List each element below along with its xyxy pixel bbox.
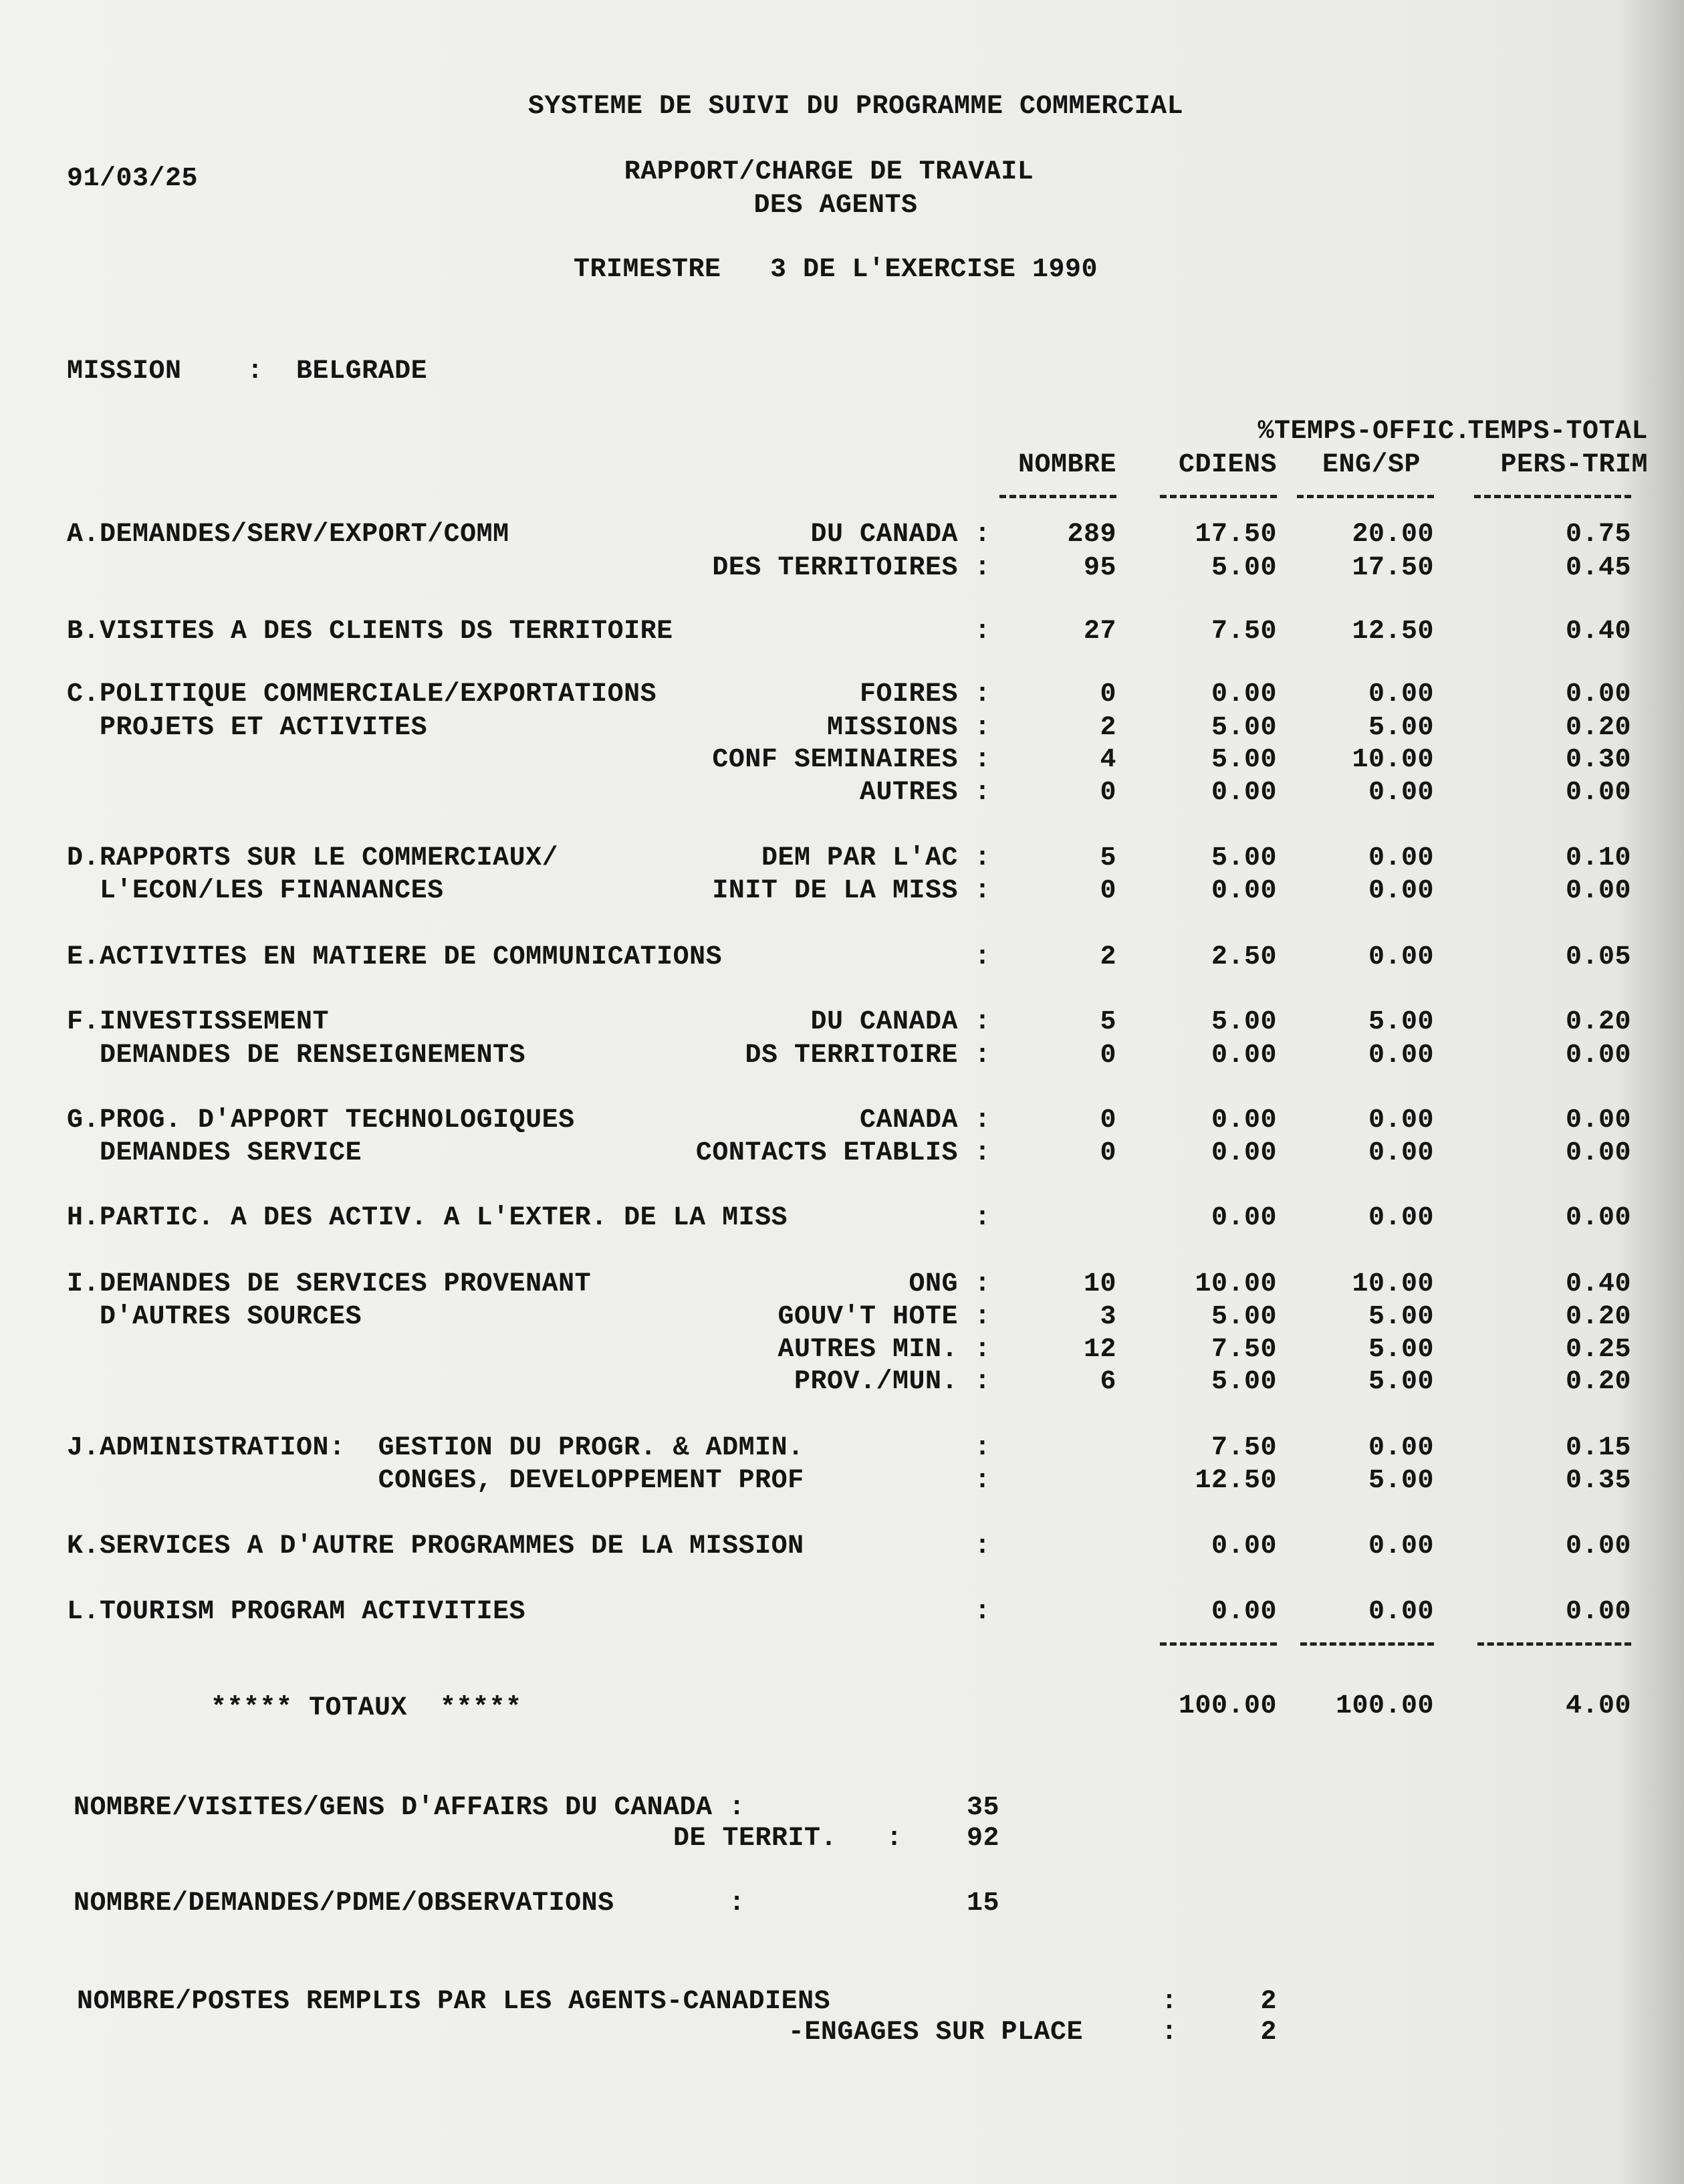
row-label: C.POLITIQUE COMMERCIALE/EXPORTATIONS [67, 679, 657, 709]
cell-pers-trim: 0.40 [1565, 617, 1631, 647]
row-sublabel: DS TERRITOIRE : [745, 1041, 991, 1071]
cell-nombre: 2 [1100, 942, 1116, 972]
cell-pers-trim: 0.00 [1565, 1041, 1631, 1071]
cell-pers-trim: 0.00 [1565, 679, 1631, 709]
row-label: L'ECON/LES FINANANCES [67, 876, 444, 906]
postes-value-canadiens: 2 [1260, 1987, 1277, 2017]
pdme-value: 15 [966, 1888, 999, 1919]
cell-engsp: 10.00 [1352, 1269, 1434, 1299]
cell-nombre: 0 [1100, 778, 1116, 808]
cell-cdiens: 7.50 [1211, 1335, 1277, 1365]
totals-pers-trim: 4.00 [1565, 1691, 1631, 1721]
group-header-temps-offic: %TEMPS-OFFIC. [1257, 417, 1471, 447]
row-sublabel: : [974, 617, 991, 647]
postes-label-canadiens: NOMBRE/POSTES REMPLIS PAR LES AGENTS-CANADIENS [77, 1987, 831, 2017]
row-label: D'AUTRES SOURCES [67, 1302, 362, 1332]
row-label: DEMANDES SERVICE [67, 1138, 362, 1168]
row-sublabel: : [974, 1531, 991, 1561]
cell-engsp: 5.00 [1368, 1007, 1434, 1037]
cell-pers-trim: 0.00 [1565, 1597, 1631, 1627]
row-label: G.PROG. D'APPORT TECHNOLOGIQUES [67, 1105, 575, 1135]
cell-cdiens: 5.00 [1211, 745, 1277, 775]
header-rule-cdiens [1160, 495, 1277, 498]
row-sublabel: AUTRES : [859, 778, 991, 808]
row-sublabel: ONG : [909, 1269, 991, 1299]
cell-cdiens: 0.00 [1211, 1105, 1277, 1135]
row-sublabel: : [974, 1597, 991, 1627]
postes-sep-sur-place: : [1161, 2017, 1178, 2048]
visites-label-territ: DE TERRIT. : [673, 1824, 903, 1854]
cell-engsp: 20.00 [1352, 520, 1434, 550]
cell-cdiens: 0.00 [1211, 778, 1277, 808]
trimestre-line: TRIMESTRE 3 DE L'EXERCISE 1990 [573, 255, 1098, 285]
row-sublabel: : [974, 1433, 991, 1463]
totals-label: ***** TOTAUX ***** [211, 1693, 522, 1723]
row-label: L.TOURISM PROGRAM ACTIVITIES [67, 1597, 526, 1627]
cell-pers-trim: 0.20 [1565, 1367, 1631, 1397]
cell-nombre: 2 [1100, 713, 1116, 743]
row-sublabel: CONTACTS ETABLIS : [695, 1138, 991, 1168]
cell-nombre: 5 [1100, 843, 1116, 873]
cell-cdiens: 12.50 [1195, 1466, 1277, 1496]
cell-engsp: 5.00 [1368, 1302, 1434, 1332]
cell-cdiens: 5.00 [1211, 1007, 1277, 1037]
cell-nombre: 0 [1100, 876, 1116, 906]
pdme-label: NOMBRE/DEMANDES/PDME/OBSERVATIONS : [74, 1888, 745, 1919]
col-header-cdiens: CDIENS [1178, 450, 1277, 480]
cell-cdiens: 2.50 [1211, 942, 1277, 972]
cell-nombre: 3 [1100, 1302, 1116, 1332]
system-title: SYSTEME DE SUIVI DU PROGRAMME COMMERCIAL [527, 92, 1184, 122]
row-sublabel: GOUV'T HOTE : [777, 1302, 991, 1332]
cell-pers-trim: 0.30 [1565, 745, 1631, 775]
group-header-temps-total: TEMPS-TOTAL [1467, 417, 1648, 447]
totals-cdiens: 100.00 [1178, 1691, 1277, 1721]
header-rule-pers-trim [1474, 495, 1631, 498]
cell-pers-trim: 0.35 [1565, 1466, 1631, 1496]
cell-cdiens: 5.00 [1211, 553, 1277, 583]
cell-nombre: 95 [1083, 553, 1116, 583]
cell-engsp: 5.00 [1368, 1335, 1434, 1365]
cell-pers-trim: 0.20 [1565, 1007, 1631, 1037]
row-sublabel: : [974, 1466, 991, 1496]
cell-nombre: 12 [1083, 1335, 1116, 1365]
cell-pers-trim: 0.25 [1565, 1335, 1631, 1365]
postes-value-sur-place: 2 [1260, 2017, 1277, 2048]
cell-engsp: 5.00 [1368, 1367, 1434, 1397]
cell-engsp: 0.00 [1368, 843, 1434, 873]
cell-pers-trim: 0.00 [1565, 1105, 1631, 1135]
col-header-pers-trim: PERS-TRIM [1500, 450, 1648, 480]
cell-pers-trim: 0.15 [1565, 1433, 1631, 1463]
cell-pers-trim: 0.40 [1565, 1269, 1631, 1299]
total-rule-cdiens [1160, 1642, 1277, 1646]
row-sublabel: : [974, 942, 991, 972]
visites-label-canada: NOMBRE/VISITES/GENS D'AFFAIRS DU CANADA : [74, 1793, 745, 1823]
visites-value-territ: 92 [966, 1824, 999, 1854]
row-label: B.VISITES A DES CLIENTS DS TERRITOIRE [67, 617, 673, 647]
cell-engsp: 17.50 [1352, 553, 1434, 583]
cell-cdiens: 0.00 [1211, 1138, 1277, 1168]
cell-pers-trim: 0.00 [1565, 1138, 1631, 1168]
cell-nombre: 0 [1100, 679, 1116, 709]
cell-pers-trim: 0.20 [1565, 713, 1631, 743]
row-label: A.DEMANDES/SERV/EXPORT/COMM [67, 520, 509, 550]
cell-cdiens: 17.50 [1195, 520, 1277, 550]
cell-engsp: 0.00 [1368, 876, 1434, 906]
cell-nombre: 0 [1100, 1041, 1116, 1071]
report-title-line-2: DES AGENTS [753, 191, 918, 221]
row-label: PROJETS ET ACTIVITES [67, 713, 428, 743]
cell-pers-trim: 0.00 [1565, 778, 1631, 808]
row-sublabel: DU CANADA : [810, 520, 991, 550]
header-rule-nombre [999, 495, 1116, 498]
cell-nombre: 5 [1100, 1007, 1116, 1037]
row-sublabel: INIT DE LA MISS : [712, 876, 991, 906]
cell-nombre: 6 [1100, 1367, 1116, 1397]
cell-nombre: 4 [1100, 745, 1116, 775]
cell-cdiens: 0.00 [1211, 1041, 1277, 1071]
row-label: J.ADMINISTRATION: GESTION DU PROGR. & ADMIN. [67, 1433, 804, 1463]
row-sublabel: DEM PAR L'AC : [761, 843, 991, 873]
cell-cdiens: 0.00 [1211, 1203, 1277, 1233]
cell-pers-trim: 0.20 [1565, 1302, 1631, 1332]
cell-engsp: 0.00 [1368, 778, 1434, 808]
cell-engsp: 0.00 [1368, 1433, 1434, 1463]
row-label: F.INVESTISSEMENT [67, 1007, 330, 1037]
cell-cdiens: 5.00 [1211, 843, 1277, 873]
cell-cdiens: 0.00 [1211, 876, 1277, 906]
cell-pers-trim: 0.45 [1565, 553, 1631, 583]
totals-engsp: 100.00 [1335, 1691, 1434, 1721]
cell-nombre: 0 [1100, 1105, 1116, 1135]
cell-cdiens: 5.00 [1211, 1367, 1277, 1397]
row-sublabel: AUTRES MIN. : [777, 1335, 991, 1365]
cell-engsp: 0.00 [1368, 1105, 1434, 1135]
total-rule-pers-trim [1477, 1642, 1631, 1646]
cell-cdiens: 0.00 [1211, 1597, 1277, 1627]
cell-pers-trim: 0.00 [1565, 1531, 1631, 1561]
row-label: CONGES, DEVELOPPEMENT PROF [67, 1466, 804, 1496]
cell-nombre: 0 [1100, 1138, 1116, 1168]
row-sublabel: CANADA : [859, 1105, 991, 1135]
header-rule-engsp [1297, 495, 1434, 498]
col-header-engsp: ENG/SP [1322, 450, 1421, 480]
cell-engsp: 10.00 [1352, 745, 1434, 775]
row-label: H.PARTIC. A DES ACTIV. A L'EXTER. DE LA MISS [67, 1203, 788, 1233]
row-label: I.DEMANDES DE SERVICES PROVENANT [67, 1269, 592, 1299]
cell-cdiens: 0.00 [1211, 679, 1277, 709]
cell-pers-trim: 0.10 [1565, 843, 1631, 873]
cell-pers-trim: 0.75 [1565, 520, 1631, 550]
visites-value-canada: 35 [966, 1793, 999, 1823]
mission-line: MISSION : BELGRADE [67, 356, 428, 387]
cell-engsp: 0.00 [1368, 1041, 1434, 1071]
total-rule-engsp [1300, 1642, 1434, 1646]
cell-cdiens: 7.50 [1211, 1433, 1277, 1463]
cell-engsp: 5.00 [1368, 1466, 1434, 1496]
row-label: E.ACTIVITES EN MATIERE DE COMMUNICATIONS [67, 942, 723, 972]
cell-engsp: 5.00 [1368, 713, 1434, 743]
cell-cdiens: 5.00 [1211, 713, 1277, 743]
cell-engsp: 12.50 [1352, 617, 1434, 647]
row-sublabel: DU CANADA : [810, 1007, 991, 1037]
cell-cdiens: 5.00 [1211, 1302, 1277, 1332]
cell-engsp: 0.00 [1368, 1203, 1434, 1233]
cell-engsp: 0.00 [1368, 1597, 1434, 1627]
row-sublabel: : [974, 1203, 991, 1233]
row-sublabel: FOIRES : [859, 679, 991, 709]
report-title-line-1: RAPPORT/CHARGE DE TRAVAIL [624, 157, 1034, 187]
cell-engsp: 0.00 [1368, 679, 1434, 709]
report-date: 91/03/25 [67, 164, 199, 194]
cell-cdiens: 7.50 [1211, 617, 1277, 647]
col-header-nombre: NOMBRE [1017, 450, 1116, 480]
cell-pers-trim: 0.00 [1565, 876, 1631, 906]
cell-engsp: 0.00 [1368, 942, 1434, 972]
row-sublabel: DES TERRITOIRES : [712, 553, 991, 583]
cell-nombre: 289 [1067, 520, 1116, 550]
cell-cdiens: 10.00 [1195, 1269, 1277, 1299]
cell-pers-trim: 0.05 [1565, 942, 1631, 972]
cell-engsp: 0.00 [1368, 1138, 1434, 1168]
cell-cdiens: 0.00 [1211, 1531, 1277, 1561]
row-sublabel: CONF SEMINAIRES : [712, 745, 991, 775]
row-label: K.SERVICES A D'AUTRE PROGRAMMES DE LA MISSION [67, 1531, 804, 1561]
row-sublabel: PROV./MUN. : [794, 1367, 991, 1397]
row-sublabel: MISSIONS : [826, 713, 991, 743]
cell-pers-trim: 0.00 [1565, 1203, 1631, 1233]
row-label: DEMANDES DE RENSEIGNEMENTS [67, 1041, 526, 1071]
postes-sep-canadiens: : [1161, 1987, 1178, 2017]
row-label: D.RAPPORTS SUR LE COMMERCIAUX/ [67, 843, 559, 873]
cell-engsp: 0.00 [1368, 1531, 1434, 1561]
cell-nombre: 10 [1083, 1269, 1116, 1299]
cell-nombre: 27 [1083, 617, 1116, 647]
postes-label-sur-place: -ENGAGES SUR PLACE [788, 2017, 1083, 2048]
